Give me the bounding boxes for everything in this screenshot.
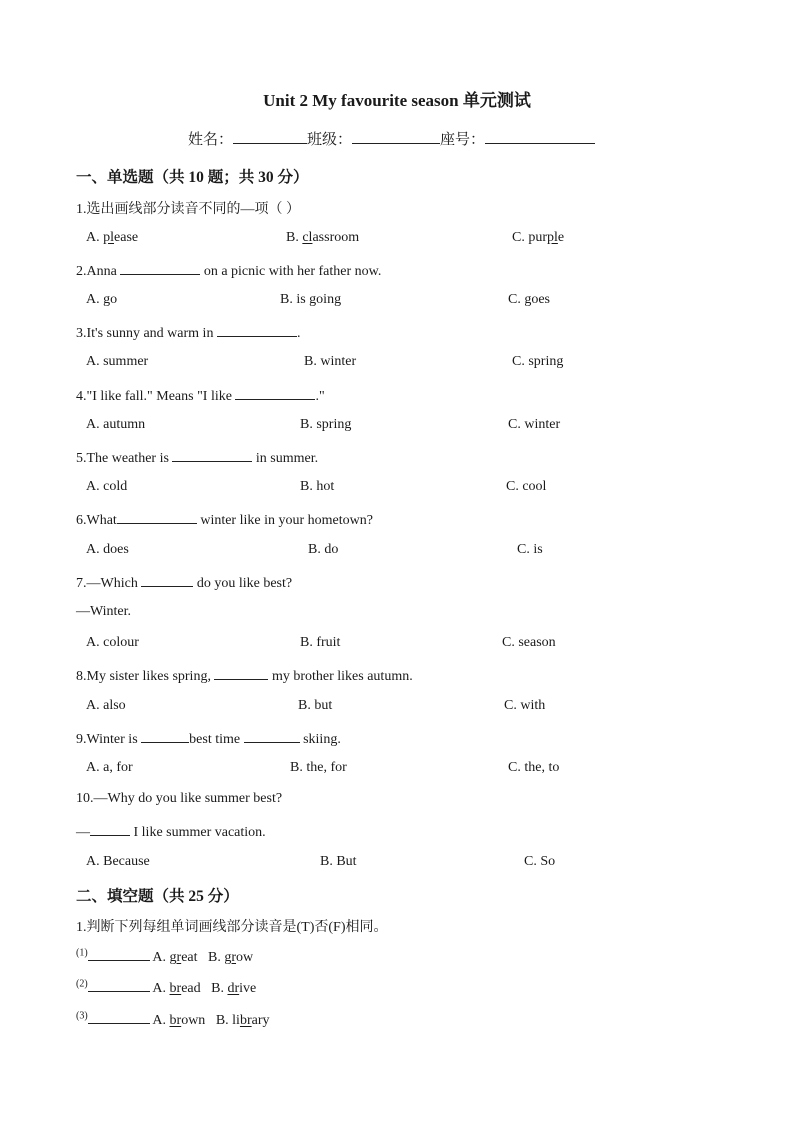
q1-option-c[interactable]: C. purple — [512, 230, 565, 245]
q8-option-a[interactable]: A. also — [86, 698, 126, 713]
q2-option-a[interactable]: A. go — [86, 292, 118, 307]
question-8-stem: 8.My sister likes spring, my brother likes autumn. — [76, 666, 413, 685]
question-2-stem: 2.Anna on a picnic with her father now. — [76, 261, 381, 280]
q7-option-a[interactable]: A. colour — [86, 635, 139, 650]
fill-item-1-blank[interactable] — [88, 947, 150, 961]
class-blank[interactable] — [352, 129, 440, 144]
q1-option-b[interactable]: B. classroom — [286, 230, 360, 245]
q4-option-a[interactable]: A. autumn — [86, 417, 146, 432]
question-5-stem: 5.The weather is in summer. — [76, 448, 318, 467]
section-heading-multiple-choice: 一、单选题（共 10 题；共 30 分） — [76, 169, 309, 186]
q7-option-b[interactable]: B. fruit — [300, 635, 341, 650]
q3-option-b[interactable]: B. winter — [304, 354, 357, 369]
question-1-stem: 1.选出画线部分读音不同的—项（ ） — [76, 202, 300, 217]
class-label: 班级： — [307, 132, 353, 148]
question-10-stem: 10.—Why do you like summer best? — [76, 791, 283, 806]
page-title: Unit 2 My favourite season 单元测试 — [263, 91, 531, 110]
fill-item-3-blank[interactable] — [88, 1010, 150, 1024]
question-10-answer-line: — I like summer vacation. — [76, 822, 266, 841]
section-heading-fill-in: 二、填空题（共 25 分） — [76, 888, 239, 905]
q3-option-c[interactable]: C. spring — [512, 354, 564, 369]
seat-blank[interactable] — [485, 129, 595, 144]
q10-option-a[interactable]: A. Because — [86, 854, 150, 869]
q10-blank[interactable] — [90, 822, 130, 836]
q6-option-c[interactable]: C. is — [517, 542, 543, 557]
q3-blank[interactable] — [217, 323, 297, 337]
q7-option-c[interactable]: C. season — [502, 635, 556, 650]
fill-item-2: $^{(2)}$ A. bread B. drive — [76, 978, 257, 996]
q2-option-c[interactable]: C. goes — [508, 292, 550, 307]
q5-option-b[interactable]: B. hot — [300, 479, 335, 494]
question-4-stem: 4."I like fall." Means "I like ." — [76, 386, 325, 405]
q9-blank-1[interactable] — [141, 729, 189, 743]
q4-blank[interactable] — [235, 386, 315, 400]
q4-option-c[interactable]: C. winter — [508, 417, 561, 432]
q8-blank[interactable] — [214, 666, 268, 680]
fill-item-1: $^{(1)}$ A. great B. grow — [76, 947, 254, 965]
q9-option-b[interactable]: B. the, for — [290, 760, 347, 775]
fill-question-1-stem: 1.判断下列每组单词画线部分读音是(T)否(F)相同。 — [76, 920, 388, 935]
name-label: 姓名： — [188, 132, 234, 148]
q5-option-c[interactable]: C. cool — [506, 479, 547, 494]
name-blank[interactable] — [233, 129, 307, 144]
seat-label: 座号： — [440, 132, 486, 148]
q4-option-b[interactable]: B. spring — [300, 417, 352, 432]
question-6-stem: 6.What winter like in your hometown? — [76, 510, 373, 529]
q3-option-a[interactable]: A. summer — [86, 354, 149, 369]
q7-blank[interactable] — [141, 573, 193, 587]
q8-option-c[interactable]: C. with — [504, 698, 546, 713]
fill-item-2-blank[interactable] — [88, 978, 150, 992]
q9-option-c[interactable]: C. the, to — [508, 760, 560, 775]
q6-option-b[interactable]: B. do — [308, 542, 339, 557]
question-7-stem: 7.—Which do you like best? — [76, 573, 292, 592]
q8-option-b[interactable]: B. but — [298, 698, 333, 713]
q6-blank[interactable] — [117, 510, 197, 524]
student-info-line — [188, 128, 595, 149]
q5-option-a[interactable]: A. cold — [86, 479, 128, 494]
q2-blank[interactable] — [120, 261, 200, 275]
q1-option-a[interactable]: A. please — [86, 230, 139, 245]
question-7-answer-line: —Winter. — [76, 604, 132, 619]
question-9-stem: 9.Winter is best time skiing. — [76, 729, 341, 748]
q6-option-a[interactable]: A. does — [86, 542, 129, 557]
q9-option-a[interactable]: A. a, for — [86, 760, 133, 775]
q9-blank-2[interactable] — [244, 729, 300, 743]
q10-option-b[interactable]: B. But — [320, 854, 357, 869]
fill-item-3: $^{(3)}$ A. brown B. library — [76, 1010, 270, 1028]
question-3-stem: 3.It's sunny and warm in . — [76, 323, 300, 342]
q10-option-c[interactable]: C. So — [524, 854, 556, 869]
q5-blank[interactable] — [172, 448, 252, 462]
q2-option-b[interactable]: B. is going — [280, 292, 342, 307]
